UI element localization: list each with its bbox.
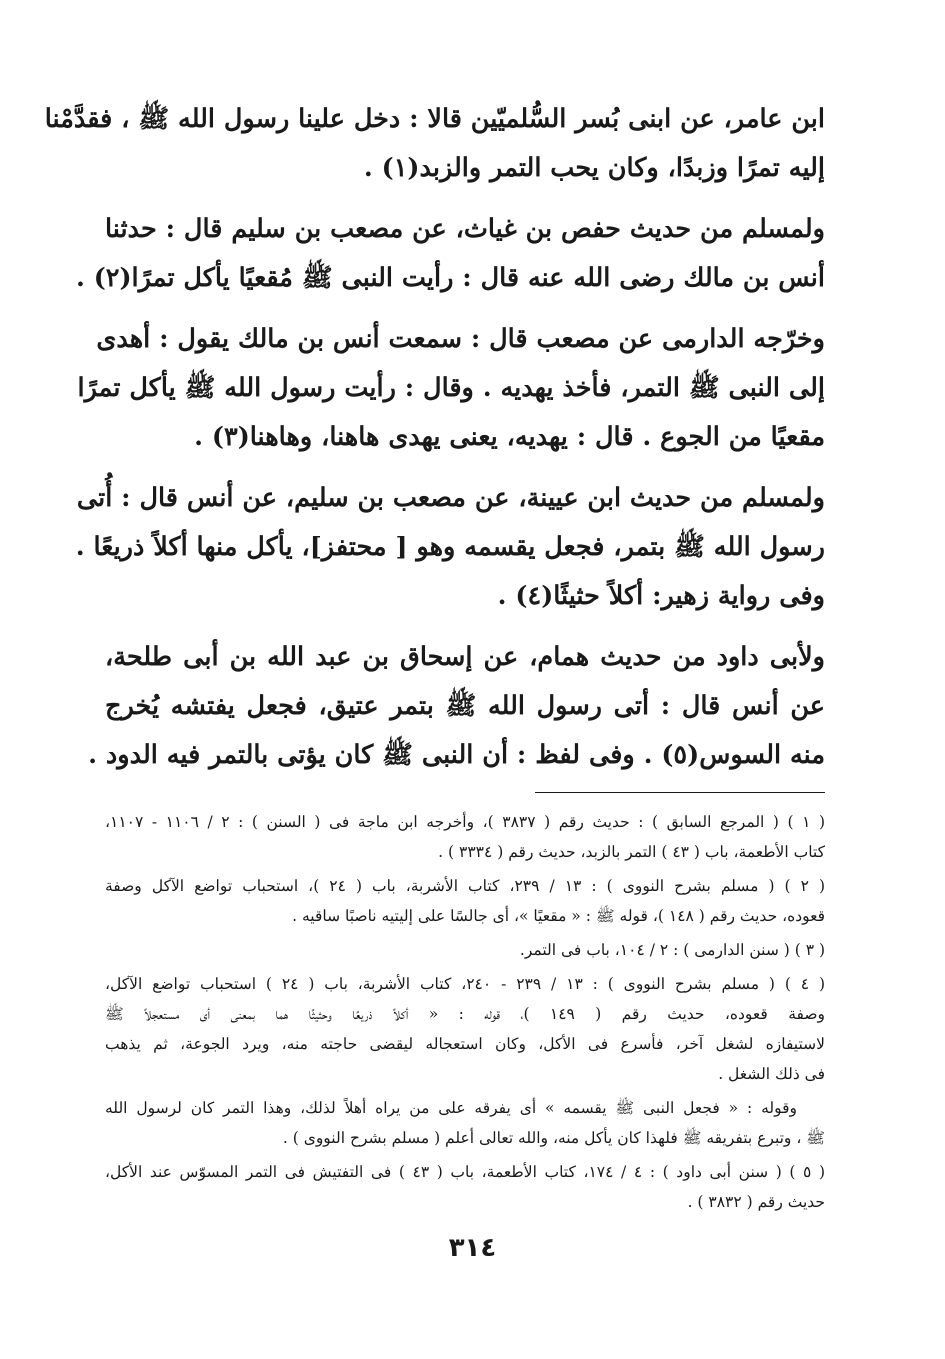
footnote-line: وقوله : « فجعل النبى ﷺ يقسمه » أى يفرقه على من يراه أهلاً لذلك، وهذا التمر كان لرسول الله bbox=[105, 1099, 797, 1117]
footnote-line: حديث رقم ( ٣٨٣٢ ) . bbox=[687, 1193, 825, 1211]
text-line: أنس بن مالك رضى الله عنه قال : رأيت النبى ﷺ مُقعيًا يأكل تمرًا(٢) . bbox=[75, 263, 825, 293]
text-line: رسول الله ﷺ بتمر، فجعل يقسمه وهو [ محتفز]، يأكل منها أكلاً ذريعًا . bbox=[75, 532, 825, 562]
text-line: منه السوس(٥) . وفى لفظ : أن النبى ﷺ كان يؤتى بالتمر فيه الدود . bbox=[88, 740, 825, 770]
text-line: إليه تمرًا وزبدًا، وكان يحب التمر والزبد(١) . bbox=[363, 153, 825, 183]
footnote-line: كتاب الأطعمة، باب ( ٤٣ ) التمر بالزبد، حديث رقم ( ٣٣٣٤ ) . bbox=[438, 843, 825, 861]
text-line: ابن عامر، عن ابنى بُسر السُّلميّين قالا : دخل علينا رسول الله ﷺ ، فقدَّمْنا bbox=[44, 104, 825, 134]
text-line: ولأبى داود من حديث همام، عن إسحاق بن عبد الله بن أبى طلحة، bbox=[105, 642, 825, 672]
text-line: ولمسلم من حديث ابن عيينة، عن مصعب بن سليم، عن أنس قال : أُتى bbox=[76, 483, 825, 513]
footnote-line: فى ذلك الشغل . bbox=[718, 1065, 825, 1083]
footnote-continuation bbox=[105, 1093, 825, 1153]
paragraph bbox=[75, 205, 825, 303]
footnotes bbox=[105, 807, 825, 1217]
paragraph bbox=[77, 315, 825, 462]
main-text bbox=[44, 95, 825, 780]
paragraph bbox=[88, 633, 825, 780]
paragraph bbox=[44, 95, 825, 193]
footnote-line: ( ١ ) ( المرجع السابق ) : حديث رقم ( ٣٨٣٧ )، وأخرجه ابن ماجة فى ( السنن ) : ٢ / ١١٠٦ - ١١٠٧، bbox=[105, 813, 825, 831]
page-number: ٣١٤ bbox=[448, 1233, 497, 1263]
text-line: وخرّجه الدارمى عن مصعب قال : سمعت أنس بن مالك يقول : أهدى bbox=[96, 324, 825, 354]
footnote-line: ( ٣ ) ( سنن الدارمى ) : ٢ / ١٠٤، باب فى التمر. bbox=[519, 941, 825, 959]
footnote bbox=[105, 969, 825, 1089]
text-line: إلى النبى ﷺ التمر، فأخذ يهديه . وقال : رأيت رسول الله ﷺ يأكل تمرًا bbox=[77, 373, 825, 403]
footnote-line: ( ٢ ) ( مسلم بشرح النووى ) : ١٣ / ٢٣٩، كتاب الأشربة، باب ( ٢٤ )، استحباب تواضع الآكل وصفة bbox=[105, 877, 826, 895]
page-body bbox=[44, 95, 826, 1221]
footnote bbox=[105, 935, 825, 965]
footnote bbox=[105, 1157, 825, 1217]
footnote-line: ﷺ ، وتبرع بتفريقه ﷺ فلهذا كان يأكل منه، والله تعالى أعلم ( مسلم بشرح النووى ) . bbox=[282, 1129, 825, 1147]
footnote-separator bbox=[535, 792, 825, 793]
paragraph bbox=[75, 474, 825, 621]
footnote bbox=[105, 871, 825, 931]
text-line: ولمسلم من حديث حفص بن غياث، عن مصعب بن سليم قال : حدثنا bbox=[105, 214, 825, 244]
footnote-line: ( ٥ ) ( سنن أبى داود ) : ٤ / ١٧٤، كتاب الأطعمة، باب ( ٤٣ ) فى التفتيش فى التمر المسوّس عند الأكل، bbox=[105, 1163, 825, 1181]
text-line: وفى رواية زهير: أكلاً حثيثًا(٤) . bbox=[497, 581, 825, 611]
footnote-line: لاستيفازه لشغل آخر، فأسرع فى الأكل، وكان استعجاله ليقضى حاجته منه، ويرد الجوعة، ثم يذهب bbox=[105, 1035, 825, 1053]
footnote-line: ( ٤ ) ( مسلم بشرح النووى ) : ١٣ / ٢٣٩ - ٢٤٠، كتاب الأشربة، باب ( ٢٤ ) استحباب تواضع الآكل، bbox=[105, 975, 826, 993]
footnote-line: قعوده، حديث رقم ( ١٤٨ )، قوله ﷺ : « مقعيًا »، أى جالسًا على إليتيه ناصبًا ساقيه . bbox=[292, 907, 825, 925]
footnote-line: وصفة قعوده، حديث رقم ( ١٤٩ )، قوله : « أكلاً ذريعًا وحثيثًا هما بمعنى أى مستعجلاً ﷺ bbox=[105, 1005, 825, 1023]
text-line: مقعيًا من الجوع . قال : يهديه، يعنى يهدى هاهنا، وهاهنا(٣) . bbox=[194, 422, 825, 452]
footnote bbox=[105, 807, 825, 867]
text-line: عن أنس قال : أتى رسول الله ﷺ بتمر عتيق، فجعل يفتشه يُخرج bbox=[105, 691, 825, 721]
